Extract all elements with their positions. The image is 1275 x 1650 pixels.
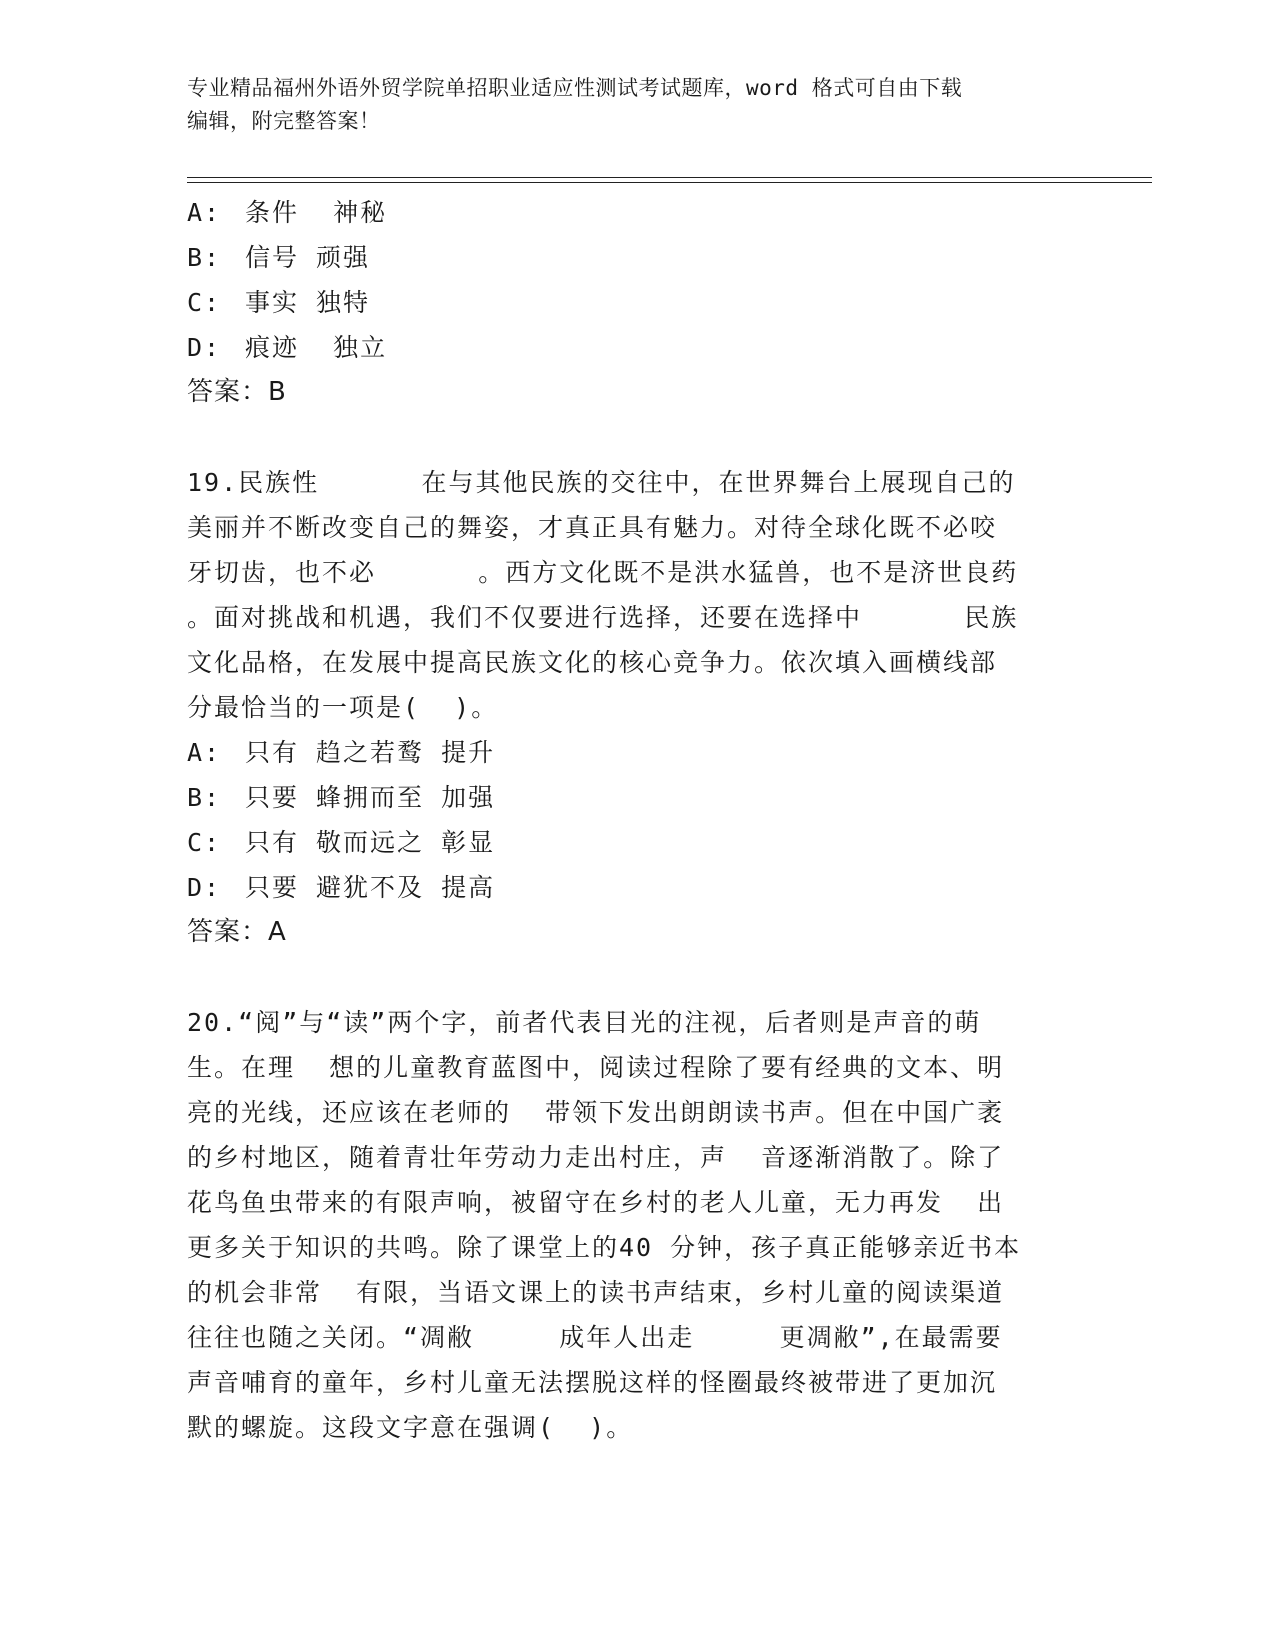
- option-text: 只要 蜂拥而至 加强: [245, 783, 496, 812]
- header-line-2: 编辑，附完整答案！: [187, 109, 381, 133]
- question-20-line-3: 亮的光线，还应该在老师的 带领下发出朗朗读书声。但在中国广袤: [187, 1098, 1005, 1127]
- question-19-line-6: 分最恰当的一项是( )。: [187, 693, 499, 722]
- option-label: A:: [187, 738, 222, 767]
- question-19-line-2: 美丽并不断改变自己的舞姿，才真正具有魅力。对待全球化既不必咬: [187, 513, 998, 542]
- option-text: 事实 独特: [245, 288, 371, 317]
- question-18-options: [187, 190, 1087, 415]
- option-text: 只要 避犹不及 提高: [245, 873, 496, 902]
- option-text: 条件 神秘: [245, 198, 388, 227]
- question-19-line-5: 文化品格，在发展中提高民族文化的核心竞争力。依次填入画横线部: [187, 648, 998, 677]
- option-label: C:: [187, 828, 222, 857]
- question-20-line-2: 生。在理 想的儿童教育蓝图中，阅读过程除了要有经典的文本、明: [187, 1053, 1005, 1082]
- spacer: [187, 955, 1087, 1000]
- option-c: [187, 280, 1087, 325]
- option-text: 只有 趋之若鹜 提升: [245, 738, 496, 767]
- question-19-line-4: 。面对挑战和机遇，我们不仅要进行选择，还要在选择中 民族: [187, 603, 1019, 632]
- answer-19: 答案：A: [187, 917, 287, 947]
- option-label: D:: [187, 333, 222, 362]
- option-label: B:: [187, 243, 222, 272]
- answer-18: 答案：B: [187, 377, 287, 407]
- question-19: [187, 460, 1087, 955]
- option-d: [187, 865, 1087, 910]
- option-a: [187, 190, 1087, 235]
- option-label: C:: [187, 288, 222, 317]
- option-b: [187, 775, 1087, 820]
- question-20-line-7: 的机会非常 有限，当语文课上的读书声结束，乡村儿童的阅读渠道: [187, 1278, 1005, 1307]
- question-20: [187, 1000, 1087, 1450]
- header-divider-bottom: [187, 182, 1152, 183]
- option-label: B:: [187, 783, 222, 812]
- header-line-1: 专业精品福州外语外贸学院单招职业适应性测试考试题库，word 格式可自由下载: [187, 76, 963, 100]
- page-header: [187, 72, 1087, 138]
- question-20-line-6: 更多关于知识的共鸣。除了课堂上的40 分钟，孩子真正能够亲近书本: [187, 1233, 1022, 1262]
- question-19-line-1: 19.民族性 在与其他民族的交往中，在世界舞台上展现自己的: [187, 468, 1016, 497]
- option-b: [187, 235, 1087, 280]
- spacer: [187, 415, 1087, 460]
- question-20-line-8: 往往也随之关闭。“凋敝 成年人出走 更凋敝”,在最需要: [187, 1323, 1003, 1352]
- option-text: 只有 敬而远之 彰显: [245, 828, 496, 857]
- option-label: D:: [187, 873, 222, 902]
- option-c: [187, 820, 1087, 865]
- option-label: A:: [187, 198, 222, 227]
- header-divider-top: [187, 177, 1152, 178]
- question-20-line-1: 20.“阅”与“读”两个字，前者代表目光的注视，后者则是声音的萌: [187, 1008, 982, 1037]
- question-20-line-10: 默的螺旋。这段文字意在强调( )。: [187, 1413, 634, 1442]
- option-d: [187, 325, 1087, 370]
- question-19-line-3: 牙切齿，也不必 。西方文化既不是洪水猛兽，也不是济世良药: [187, 558, 1019, 587]
- question-20-line-4: 的乡村地区，随着青壮年劳动力走出村庄，声 音逐渐消散了。除了: [187, 1143, 1005, 1172]
- option-a: [187, 730, 1087, 775]
- document-body: [187, 190, 1087, 1450]
- question-20-line-5: 花鸟鱼虫带来的有限声响，被留守在乡村的老人儿童，无力再发 出: [187, 1188, 1005, 1217]
- option-text: 信号 顽强: [245, 243, 371, 272]
- option-text: 痕迹 独立: [245, 333, 388, 362]
- question-20-line-9: 声音哺育的童年，乡村儿童无法摆脱这样的怪圈最终被带进了更加沉: [187, 1368, 998, 1397]
